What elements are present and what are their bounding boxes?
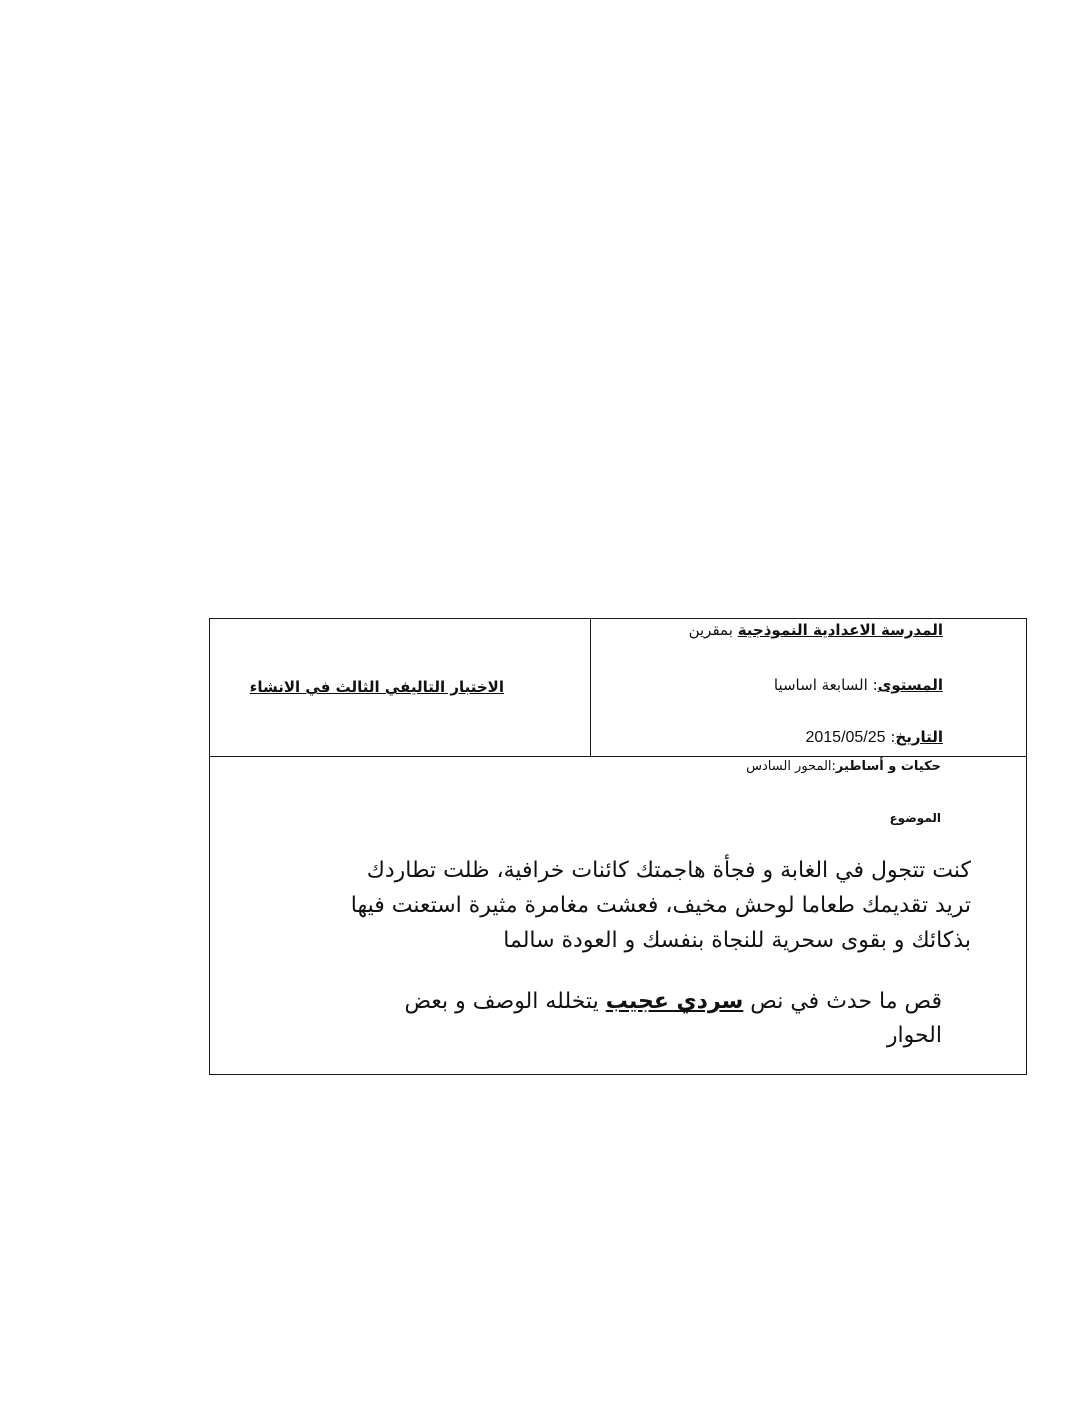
prompt-line: كنت تتجول في الغابة و فجأة هاجمتك كائنات خرافية، ظلت تطاردك <box>366 858 971 883</box>
exam-body <box>210 757 1026 1075</box>
exam-title: الاختبار التاليفي الثالث في الانشاء <box>249 678 504 696</box>
date-separator: : <box>890 728 896 746</box>
prompt-line: بذكائك و بقوى سحرية للنجاة بنفسك و العودة سالما <box>503 928 971 953</box>
axis-value: :المحور السادس <box>746 759 836 774</box>
date-value: 2015/05/25 <box>805 729 886 746</box>
task-instruction <box>342 985 942 1053</box>
task-emphasis: سردي عجيب <box>605 989 744 1014</box>
date-line <box>805 728 943 747</box>
level-separator: : <box>872 676 878 694</box>
task-line-2: الحوار <box>886 1023 942 1048</box>
prompt-line: تريد تقديمك طعاما لوحش مخيف، فعشت مغامرة مثيرة استعنت فيها <box>350 893 971 918</box>
subject-label: الموضوع <box>889 811 941 825</box>
task-part-2: يتخلله الوصف و بعض <box>404 989 606 1014</box>
school-place: بمقرين <box>688 621 733 639</box>
level-label: المستوى <box>877 676 943 694</box>
task-part-1: قص ما حدث في نص <box>743 989 942 1014</box>
axis-label: حكيات و أساطير <box>835 759 941 774</box>
exam-title-cell <box>210 619 590 757</box>
task-line <box>342 985 942 1019</box>
axis-line <box>746 759 941 774</box>
level-value: السابعة اساسيا <box>773 676 868 694</box>
school-info-cell <box>591 619 1028 757</box>
exam-header <box>210 619 1026 757</box>
subject-prompt <box>311 853 971 958</box>
date-label: التاريخ <box>895 728 943 746</box>
exam-sheet <box>209 618 1027 1075</box>
level-line <box>774 676 943 694</box>
school-name: المدرسة الاعدادية النموذجية <box>737 621 943 639</box>
school-line <box>689 621 943 639</box>
